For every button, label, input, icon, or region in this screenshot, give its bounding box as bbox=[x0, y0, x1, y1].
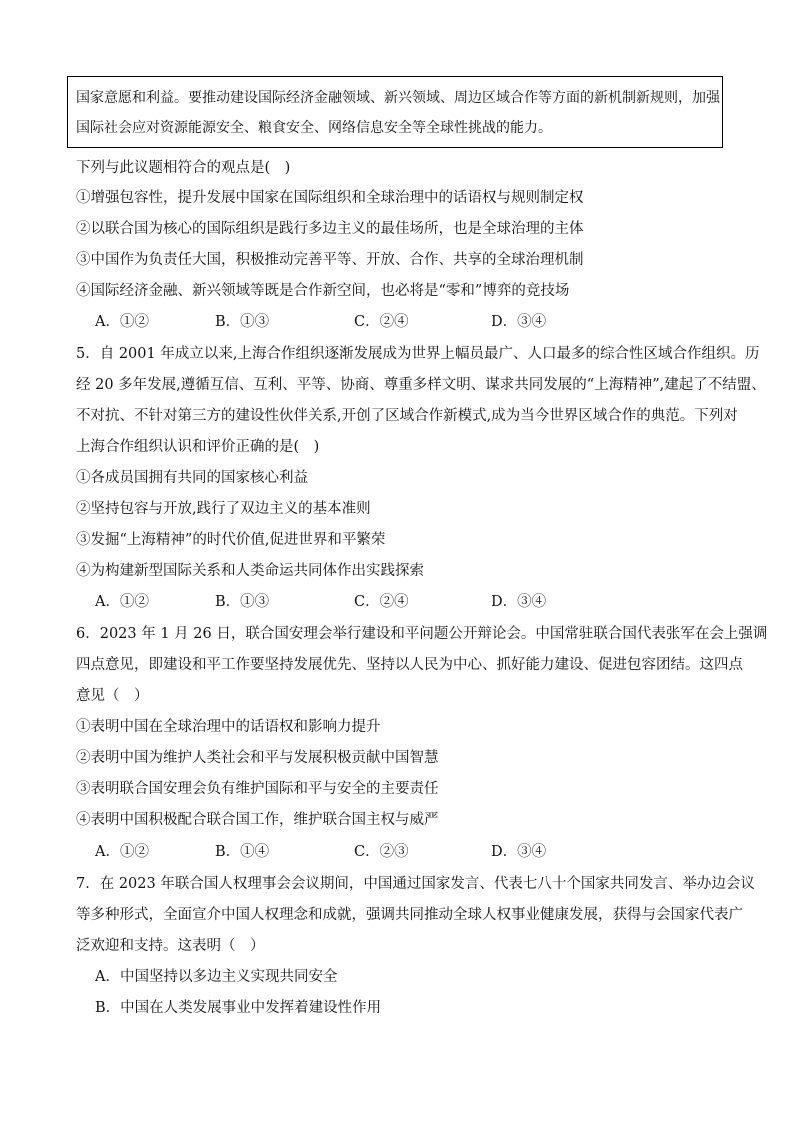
option-b[interactable]: B．中国在人类发展事业中发挥着建设性作用 bbox=[95, 1000, 382, 1016]
material-line: 国际社会应对资源能源安全、粮食安全、网络信息安全等全球性挑战的能力。 bbox=[76, 120, 552, 136]
option-a[interactable]: A．①② bbox=[95, 844, 149, 860]
option-a[interactable]: A．①② bbox=[95, 594, 149, 610]
statement-item: ②坚持包容与开放,践行了双边主义的基本准则 bbox=[76, 501, 371, 517]
option-a[interactable]: A．①② bbox=[95, 314, 149, 330]
question-text-line: 不对抗、不针对第三方的建设性伙伴关系,开创了区域合作新模式,成为当今世界区域合作的典范。下列对 bbox=[76, 408, 738, 424]
statement-item: ④表明中国积极配合联合国工作，维护联合国主权与威严 bbox=[76, 812, 439, 828]
statement-item: ①表明中国在全球治理中的话语权和影响力提升 bbox=[76, 719, 381, 735]
question-text-line: 意见（ ） bbox=[76, 688, 149, 704]
question-text-line: 四点意见，即建设和平工作要坚持发展优先、坚持以人民为中心、抓好能力建设、促进包容团结。这四点 bbox=[76, 657, 743, 673]
option-c[interactable]: C．②④ bbox=[354, 314, 409, 330]
question-stem: 下列与此议题相符合的观点是( ) bbox=[76, 160, 291, 176]
material-box bbox=[67, 76, 723, 148]
statement-item: ②表明中国为维护人类社会和平与发展积极贡献中国智慧 bbox=[76, 750, 439, 766]
statement-item: ①各成员国拥有共同的国家核心利益 bbox=[76, 470, 308, 486]
statement-item: ③表明联合国安理会负有维护国际和平与安全的主要责任 bbox=[76, 781, 439, 797]
question-text-line: 等多种形式，全面宣介中国人权理念和成就，强调共同推动全球人权事业健康发展，获得与会国家代表广 bbox=[76, 907, 743, 923]
material-line: 国家意愿和利益。要推动建设国际经济金融领域、新兴领域、周边区域合作等方面的新机制新规则，加强 bbox=[76, 90, 720, 106]
question-text-line: 7．在 2023 年联合国人权理事会会议期间，中国通过国家发言、代表七八十个国家共同发言、举办边会议 bbox=[76, 876, 755, 892]
option-b[interactable]: B．①③ bbox=[215, 314, 270, 330]
statement-item: ①增强包容性，提升发展中国家在国际组织和全球治理中的话语权与规则制定权 bbox=[76, 190, 584, 206]
option-b[interactable]: B．①④ bbox=[215, 844, 270, 860]
question-text-line: 泛欢迎和支持。这表明（ ） bbox=[76, 938, 265, 954]
question-text-line: 5．自 2001 年成立以来,上海合作组织逐渐发展成为世界上幅员最广、人口最多的综合性区域合作组织。历 bbox=[76, 346, 760, 362]
option-b[interactable]: B．①③ bbox=[215, 594, 270, 610]
statement-item: ④国际经济金融、新兴领域等既是合作新空间，也必将是“零和”博弈的竞技场 bbox=[76, 283, 570, 299]
statement-item: ②以联合国为核心的国际组织是践行多边主义的最佳场所，也是全球治理的主体 bbox=[76, 221, 584, 237]
option-c[interactable]: C．②④ bbox=[354, 594, 409, 610]
option-d[interactable]: D．③④ bbox=[491, 594, 547, 610]
option-d[interactable]: D．③④ bbox=[491, 844, 547, 860]
option-a[interactable]: A．中国坚持以多边主义实现共同安全 bbox=[95, 969, 338, 985]
question-text-line: 6．2023 年 1 月 26 日，联合国安理会举行建设和平问题公开辩论会。中国常驻联合国代表张军在会上强调 bbox=[76, 626, 768, 642]
option-d[interactable]: D．③④ bbox=[491, 314, 547, 330]
question-text-line: 上海合作组织认识和评价正确的是( ) bbox=[76, 439, 320, 455]
statement-item: ③发掘“上海精神”的时代价值,促进世界和平繁荣 bbox=[76, 532, 386, 548]
question-text-line: 经 20 多年发展,遵循互信、互利、平等、协商、尊重多样文明、谋求共同发展的“上海精神”,建起了不结盟、 bbox=[76, 377, 766, 393]
statement-item: ④为构建新型国际关系和人类命运共同体作出实践探索 bbox=[76, 563, 424, 579]
option-c[interactable]: C．②③ bbox=[354, 844, 409, 860]
statement-item: ③中国作为负责任大国，积极推动完善平等、开放、合作、共享的全球治理机制 bbox=[76, 252, 584, 268]
